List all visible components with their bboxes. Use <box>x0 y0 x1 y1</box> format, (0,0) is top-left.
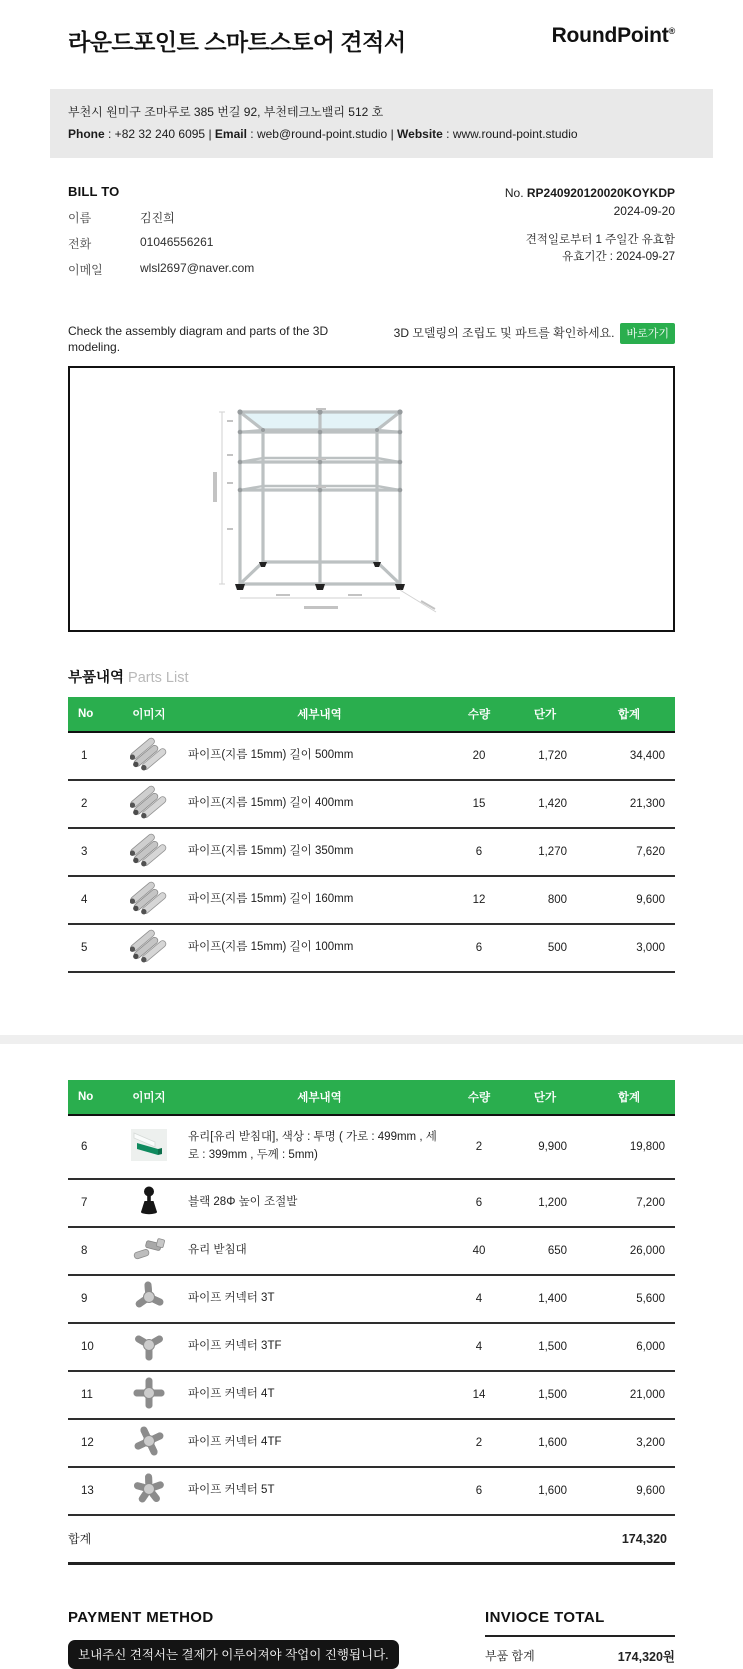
registered-mark: ® <box>669 26 675 36</box>
table-total-label: 합계 <box>68 1530 91 1547</box>
bill-to-heading: BILL TO <box>68 184 254 199</box>
col-no: No <box>68 708 110 720</box>
part-quantity: 4 <box>451 1341 507 1353</box>
invoice-total-block <box>485 1609 675 1665</box>
part-description: 파이프 커넥터 4TF <box>188 1434 451 1451</box>
col-quantity: 수량 <box>451 1089 507 1105</box>
part-total: 9,600 <box>583 1485 675 1497</box>
part-quantity: 6 <box>451 846 507 858</box>
parts-table-2 <box>68 1080 675 1565</box>
part-unit-price: 1,600 <box>507 1437 583 1449</box>
part-image-cell <box>110 1473 188 1508</box>
bill-to-email-label: 이메일 <box>68 261 140 278</box>
connector-3tf-icon <box>131 1329 167 1364</box>
part-total: 21,300 <box>583 798 675 810</box>
row-number: 6 <box>68 1141 110 1153</box>
part-unit-price: 800 <box>507 894 583 906</box>
part-quantity: 14 <box>451 1389 507 1401</box>
table-row <box>68 829 675 877</box>
part-quantity: 6 <box>451 1197 507 1209</box>
shortcut-button[interactable]: 바로가기 <box>620 323 675 344</box>
part-image-cell <box>110 1425 188 1460</box>
part-image-cell <box>110 881 188 918</box>
col-description: 세부내역 <box>188 706 451 722</box>
table-row <box>68 733 675 781</box>
part-unit-price: 1,500 <box>507 1389 583 1401</box>
part-quantity: 12 <box>451 894 507 906</box>
company-address: 부천시 원미구 조마루로 385 번길 92, 부천테크노밸리 512 호 <box>68 102 697 124</box>
part-total: 34,400 <box>583 750 675 762</box>
part-total: 7,200 <box>583 1197 675 1209</box>
email-value: : web@round-point.studio <box>250 127 387 141</box>
email-label: Email <box>215 127 247 141</box>
part-unit-price: 650 <box>507 1245 583 1257</box>
invoice-total-value: 174,320원 <box>618 1647 675 1665</box>
row-number: 7 <box>68 1197 110 1209</box>
part-unit-price: 500 <box>507 942 583 954</box>
assembly-diagram-frame <box>68 366 675 632</box>
connector-4tf-icon <box>131 1425 167 1460</box>
part-description: 파이프 커넥터 3TF <box>188 1338 451 1355</box>
row-number: 5 <box>68 942 110 954</box>
table-total-row <box>68 1516 675 1565</box>
website-label: Website <box>397 127 443 141</box>
validity-line-2: 유효기간 : 2024-09-27 <box>505 249 675 266</box>
row-number: 3 <box>68 846 110 858</box>
part-description: 파이프(지름 15mm) 길이 500mm <box>188 747 451 764</box>
col-total: 합계 <box>583 1089 675 1105</box>
pipe-bundle-icon <box>130 929 168 966</box>
bill-to-email-value: wlsl2697@naver.com <box>140 261 254 278</box>
table-header <box>68 697 675 733</box>
connector-5t-icon <box>131 1473 167 1508</box>
validity-line-1: 견적일로부터 1 주일간 유효함 <box>505 232 675 249</box>
quote-number: RP240920120020KOYKDP <box>527 186 675 200</box>
part-description: 파이프(지름 15mm) 길이 160mm <box>188 891 451 908</box>
parts-section-title <box>68 666 675 687</box>
page-title: 라운드포인트 스마트스토어 견적서 <box>68 24 406 57</box>
part-unit-price: 1,200 <box>507 1197 583 1209</box>
part-quantity: 2 <box>451 1141 507 1153</box>
connector-3t-icon <box>131 1281 167 1316</box>
part-image-cell <box>110 1185 188 1220</box>
billing-section <box>68 184 675 287</box>
row-number: 4 <box>68 894 110 906</box>
bill-to-row <box>68 235 254 252</box>
phone-value: : +82 32 240 6095 <box>108 127 205 141</box>
row-number: 8 <box>68 1245 110 1257</box>
pipe-bundle-icon <box>130 737 168 774</box>
table-row <box>68 1372 675 1420</box>
invoice-total-label: 부품 합계 <box>485 1647 535 1665</box>
part-quantity: 15 <box>451 798 507 810</box>
part-description: 파이프 커넥터 3T <box>188 1290 451 1307</box>
col-no: No <box>68 1091 110 1103</box>
brand-logo <box>552 24 675 48</box>
part-image-cell <box>110 785 188 822</box>
part-quantity: 2 <box>451 1437 507 1449</box>
part-image-cell <box>110 1377 188 1412</box>
part-total: 5,600 <box>583 1293 675 1305</box>
document-footer <box>68 1609 675 1669</box>
company-contact-band <box>50 89 713 158</box>
validity-note <box>505 232 675 265</box>
payment-note-badge: 보내주신 견적서는 결제가 이루어져야 작업이 진행됩니다. <box>68 1640 399 1669</box>
part-total: 7,620 <box>583 846 675 858</box>
bill-to-phone-value: 01046556261 <box>140 235 213 252</box>
part-description: 파이프(지름 15mm) 길이 100mm <box>188 939 451 956</box>
table-header <box>68 1080 675 1116</box>
bill-to-name-label: 이름 <box>68 209 140 226</box>
part-image-cell <box>110 833 188 870</box>
invoice-total-rule <box>485 1635 675 1637</box>
part-unit-price: 1,600 <box>507 1485 583 1497</box>
col-image: 이미지 <box>110 706 188 722</box>
table-body-2 <box>68 1116 675 1516</box>
parts-title-en: Parts List <box>124 670 188 686</box>
part-total: 3,200 <box>583 1437 675 1449</box>
part-unit-price: 1,420 <box>507 798 583 810</box>
phone-label: Phone <box>68 127 105 141</box>
part-total: 3,000 <box>583 942 675 954</box>
part-quantity: 6 <box>451 1485 507 1497</box>
table-row <box>68 1228 675 1276</box>
part-unit-price: 1,500 <box>507 1341 583 1353</box>
part-total: 19,800 <box>583 1141 675 1153</box>
payment-block <box>68 1609 399 1669</box>
part-description: 파이프(지름 15mm) 길이 400mm <box>188 795 451 812</box>
leveling-foot-icon <box>134 1185 164 1220</box>
part-description: 유리[유리 받침대], 색상 : 투명 ( 가로 : 499mm , 세로 : 399mm , 두께 : 5mm) <box>188 1129 451 1164</box>
glass-bracket-icon <box>130 1234 168 1267</box>
part-description: 블랙 28Φ 높이 조절발 <box>188 1194 451 1211</box>
parts-title-ko: 부품내역 <box>68 670 124 686</box>
part-image-cell <box>110 1281 188 1316</box>
company-contact-line <box>68 124 697 146</box>
row-number: 1 <box>68 750 110 762</box>
part-image-cell <box>110 1129 188 1164</box>
part-quantity: 6 <box>451 942 507 954</box>
quote-date: 2024-09-20 <box>505 202 675 220</box>
col-description: 세부내역 <box>188 1089 451 1105</box>
table-row <box>68 1468 675 1516</box>
glass-shelf-icon <box>131 1129 167 1164</box>
col-total: 합계 <box>583 706 675 722</box>
table-row <box>68 1324 675 1372</box>
table-row <box>68 1276 675 1324</box>
quote-meta-block <box>505 184 675 287</box>
bill-to-row <box>68 209 254 226</box>
part-description: 유리 받침대 <box>188 1242 451 1259</box>
bill-to-block <box>68 184 254 287</box>
row-number: 2 <box>68 798 110 810</box>
pipe-bundle-icon <box>130 833 168 870</box>
part-quantity: 4 <box>451 1293 507 1305</box>
part-description: 파이프(지름 15mm) 길이 350mm <box>188 843 451 860</box>
table-row <box>68 877 675 925</box>
part-image-cell <box>110 929 188 966</box>
quote-number-line <box>505 184 675 202</box>
model-note-ko <box>394 323 675 344</box>
part-unit-price: 9,900 <box>507 1141 583 1153</box>
assembly-diagram-svg <box>70 368 673 626</box>
brand-logo-text: RoundPoint <box>552 24 669 47</box>
part-description: 파이프 커넥터 4T <box>188 1386 451 1403</box>
part-total: 26,000 <box>583 1245 675 1257</box>
row-number: 11 <box>68 1389 110 1401</box>
payment-heading: PAYMENT METHOD <box>68 1609 399 1626</box>
invoice-total-line <box>485 1647 675 1665</box>
separator: | <box>391 127 394 141</box>
quote-number-label: No. <box>505 186 527 200</box>
col-unit-price: 단가 <box>507 706 583 722</box>
page-break-band <box>0 1035 743 1044</box>
part-total: 6,000 <box>583 1341 675 1353</box>
table-row <box>68 1116 675 1180</box>
row-number: 9 <box>68 1293 110 1305</box>
invoice-total-heading: INVIOCE TOTAL <box>485 1609 675 1626</box>
part-unit-price: 1,720 <box>507 750 583 762</box>
part-description: 파이프 커넥터 5T <box>188 1482 451 1499</box>
table-row <box>68 925 675 973</box>
table-row <box>68 781 675 829</box>
row-number: 10 <box>68 1341 110 1353</box>
part-total: 9,600 <box>583 894 675 906</box>
connector-4t-icon <box>131 1377 167 1412</box>
table-row <box>68 1420 675 1468</box>
part-unit-price: 1,400 <box>507 1293 583 1305</box>
col-image: 이미지 <box>110 1089 188 1105</box>
bill-to-name-value: 김진희 <box>140 209 175 226</box>
row-number: 12 <box>68 1437 110 1449</box>
table-row <box>68 1180 675 1228</box>
model-note-en: Check the assembly diagram and parts of the 3D modeling. <box>68 323 368 355</box>
part-quantity: 40 <box>451 1245 507 1257</box>
table-total-value: 174,320 <box>622 1532 675 1546</box>
part-image-cell <box>110 1234 188 1267</box>
row-number: 13 <box>68 1485 110 1497</box>
part-image-cell <box>110 1329 188 1364</box>
col-unit-price: 단가 <box>507 1089 583 1105</box>
part-image-cell <box>110 737 188 774</box>
bill-to-phone-label: 전화 <box>68 235 140 252</box>
col-quantity: 수량 <box>451 706 507 722</box>
pipe-bundle-icon <box>130 785 168 822</box>
document-header <box>68 0 675 57</box>
part-total: 21,000 <box>583 1389 675 1401</box>
model-note-ko-text: 3D 모델링의 조립도 및 파트를 확인하세요. <box>394 326 615 340</box>
pipe-bundle-icon <box>130 881 168 918</box>
parts-table-1 <box>68 697 675 973</box>
model-note-row <box>68 323 675 355</box>
part-quantity: 20 <box>451 750 507 762</box>
bill-to-row <box>68 261 254 278</box>
separator: | <box>208 127 211 141</box>
table-body-1 <box>68 733 675 973</box>
website-value: : www.round-point.studio <box>446 127 577 141</box>
part-unit-price: 1,270 <box>507 846 583 858</box>
